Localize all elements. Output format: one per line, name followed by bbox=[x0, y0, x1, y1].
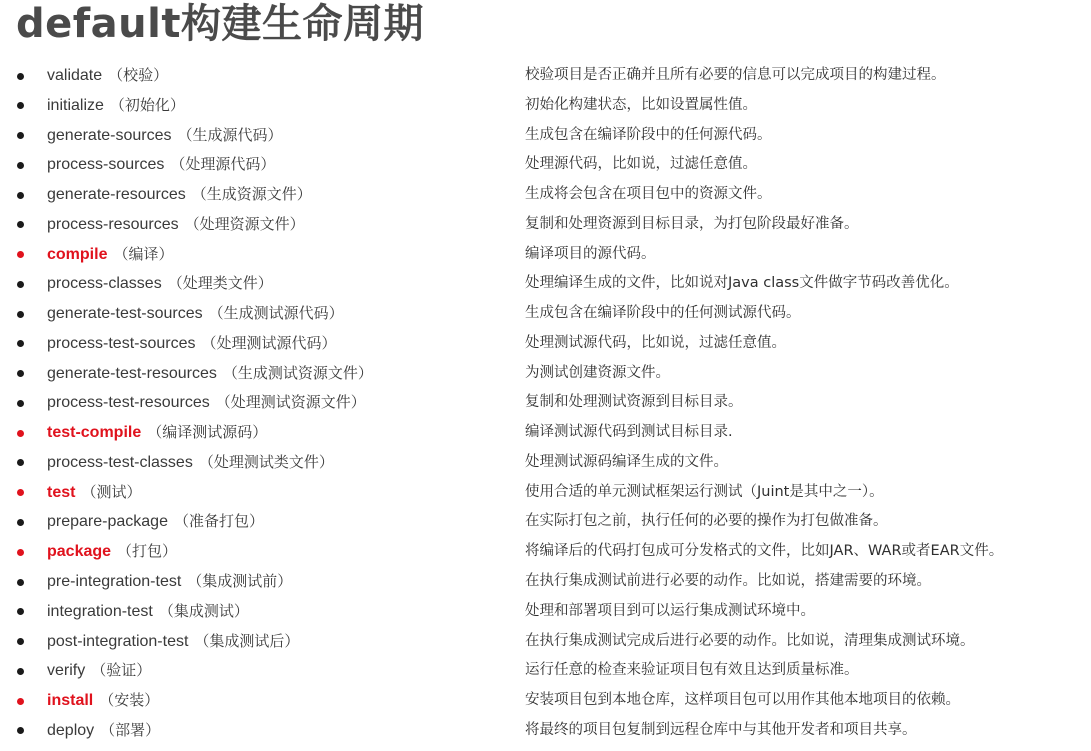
phase-name bbox=[47, 388, 366, 418]
bullet-icon bbox=[17, 608, 24, 615]
phase-name bbox=[47, 359, 373, 389]
phase-description: 使用合适的单元测试框架运行测试（Juint是其中之一）。 bbox=[525, 483, 884, 500]
list-item-process-resources bbox=[0, 210, 1091, 240]
phase-description: 生成将会包含在项目包中的资源文件。 bbox=[525, 186, 772, 203]
bullet-icon bbox=[17, 311, 24, 318]
phase-description: 初始化构建状态，比如设置属性值。 bbox=[525, 96, 757, 113]
list-item-install bbox=[0, 686, 1091, 716]
bullet-icon bbox=[17, 489, 24, 496]
list-item-process-classes bbox=[0, 269, 1091, 299]
phase-name-label: generate-test-resources bbox=[47, 364, 217, 382]
phase-description: 处理源代码，比如说，过滤任意值。 bbox=[525, 156, 757, 173]
phase-name-chinese: （生成测试资源文件） bbox=[222, 364, 373, 382]
list-item-prepare-package bbox=[0, 507, 1091, 537]
phase-name bbox=[47, 597, 249, 627]
bullet-icon bbox=[17, 519, 24, 526]
list-item-process-test-sources bbox=[0, 329, 1091, 359]
lifecycle-phase-list bbox=[0, 61, 1091, 746]
list-item-test bbox=[0, 478, 1091, 508]
phase-name bbox=[47, 537, 177, 567]
list-item-generate-test-resources bbox=[0, 359, 1091, 389]
phase-name-chinese: （集成测试） bbox=[158, 602, 249, 620]
bullet-icon bbox=[17, 668, 24, 675]
bullet-icon bbox=[17, 400, 24, 407]
list-item-process-test-resources bbox=[0, 388, 1091, 418]
list-item-post-integration-test bbox=[0, 627, 1091, 657]
phase-name-chinese: （集成测试前） bbox=[187, 573, 293, 591]
phase-description: 编译项目的源代码。 bbox=[525, 245, 656, 262]
phase-name bbox=[47, 240, 173, 270]
bullet-icon bbox=[17, 221, 24, 228]
phase-name-label: process-classes bbox=[47, 275, 162, 293]
bullet-icon bbox=[17, 430, 24, 437]
phase-name bbox=[47, 299, 344, 329]
phase-name-label: generate-sources bbox=[47, 126, 172, 144]
phase-description: 安装项目包到本地仓库，这样项目包可以用作其他本地项目的依赖。 bbox=[525, 692, 960, 709]
phase-name bbox=[47, 478, 141, 508]
list-item-deploy bbox=[0, 716, 1091, 746]
phase-name-label: process-test-sources bbox=[47, 334, 196, 352]
phase-name-chinese: （处理资源文件） bbox=[184, 215, 305, 233]
phase-name bbox=[47, 567, 292, 597]
bullet-icon bbox=[17, 638, 24, 645]
phase-name-chinese: （打包） bbox=[117, 543, 178, 561]
phase-name bbox=[47, 329, 337, 359]
bullet-icon bbox=[17, 340, 24, 347]
phase-name bbox=[47, 91, 185, 121]
phase-name bbox=[47, 686, 159, 716]
phase-name-label: package bbox=[47, 543, 112, 561]
page-title: default构建生命周期 bbox=[16, 1, 424, 47]
phase-name-chinese: （校验） bbox=[108, 67, 169, 84]
bullet-icon bbox=[17, 132, 24, 139]
phase-description: 运行任意的检查来验证项目包有效且达到质量标准。 bbox=[525, 662, 859, 679]
phase-name-label: test bbox=[47, 483, 76, 501]
phase-name bbox=[47, 418, 267, 448]
phase-description: 复制和处理资源到目标目录，为打包阶段最好准备。 bbox=[525, 215, 859, 232]
phase-name bbox=[47, 61, 168, 91]
bullet-icon bbox=[17, 162, 24, 169]
bullet-icon bbox=[17, 251, 24, 258]
phase-name-chinese: （处理源代码） bbox=[170, 156, 276, 174]
list-item-validate bbox=[0, 61, 1091, 91]
phase-name bbox=[47, 150, 275, 180]
phase-name bbox=[47, 507, 264, 537]
phase-description: 生成包含在编译阶段中的任何测试源代码。 bbox=[525, 305, 801, 322]
phase-name-chinese: （生成测试源代码） bbox=[208, 305, 344, 323]
bullet-icon bbox=[17, 102, 24, 109]
phase-name-label: initialize bbox=[47, 96, 104, 114]
phase-name-label: process-sources bbox=[47, 156, 165, 174]
phase-description: 在实际打包之前，执行任何的必要的操作为打包做准备。 bbox=[525, 513, 888, 530]
list-item-generate-resources bbox=[0, 180, 1091, 210]
phase-name-label: generate-test-sources bbox=[47, 305, 203, 323]
bullet-icon bbox=[17, 727, 24, 734]
phase-name bbox=[47, 210, 305, 240]
phase-name-label: post-integration-test bbox=[47, 632, 189, 650]
list-item-generate-sources bbox=[0, 121, 1091, 151]
phase-name-label: generate-resources bbox=[47, 186, 186, 204]
phase-name-chinese: （初始化） bbox=[109, 96, 185, 114]
list-item-process-test-classes bbox=[0, 448, 1091, 478]
phase-description: 为测试创建资源文件。 bbox=[525, 364, 670, 381]
phase-name-label: validate bbox=[47, 67, 103, 84]
phase-name-label: deploy bbox=[47, 721, 95, 739]
phase-description: 生成包含在编译阶段中的任何源代码。 bbox=[525, 126, 772, 143]
phase-name-chinese: （编译测试源码） bbox=[147, 424, 268, 442]
bullet-icon bbox=[17, 281, 24, 288]
phase-name-chinese: （验证） bbox=[91, 662, 152, 680]
phase-name-chinese: （集成测试后） bbox=[194, 632, 300, 650]
phase-name-chinese: （测试） bbox=[81, 483, 142, 501]
bullet-icon bbox=[17, 370, 24, 377]
bullet-icon bbox=[17, 549, 24, 556]
phase-description: 将最终的项目包复制到远程仓库中与其他开发者和项目共享。 bbox=[525, 721, 917, 738]
phase-name bbox=[47, 180, 312, 210]
phase-name-chinese: （处理测试资源文件） bbox=[215, 394, 366, 412]
bullet-icon bbox=[17, 73, 24, 80]
phase-name-label: process-resources bbox=[47, 215, 179, 233]
phase-description: 处理测试源代码，比如说，过滤任意值。 bbox=[525, 334, 786, 351]
phase-name bbox=[47, 716, 160, 746]
phase-name-chinese: （准备打包） bbox=[173, 513, 264, 531]
phase-name-label: verify bbox=[47, 662, 86, 680]
list-item-compile bbox=[0, 240, 1091, 270]
phase-description: 编译测试源代码到测试目标目录. bbox=[525, 424, 733, 441]
phase-name bbox=[47, 121, 283, 151]
bullet-icon bbox=[17, 579, 24, 586]
list-item-initialize bbox=[0, 91, 1091, 121]
phase-name-chinese: （安装） bbox=[99, 692, 160, 710]
phase-name-label: test-compile bbox=[47, 424, 142, 442]
phase-name-chinese: （生成资源文件） bbox=[191, 186, 312, 204]
phase-description: 在执行集成测试完成后进行必要的动作。比如说，清理集成测试环境。 bbox=[525, 632, 975, 649]
bullet-icon bbox=[17, 459, 24, 466]
list-item-integration-test bbox=[0, 597, 1091, 627]
bullet-icon bbox=[17, 698, 24, 705]
phase-name-chinese: （处理测试源代码） bbox=[201, 334, 337, 352]
list-item-generate-test-sources bbox=[0, 299, 1091, 329]
phase-name bbox=[47, 269, 273, 299]
phase-name-label: process-test-resources bbox=[47, 394, 210, 412]
phase-description: 复制和处理测试资源到目标目录。 bbox=[525, 394, 743, 411]
phase-description: 在执行集成测试前进行必要的动作。比如说，搭建需要的环境。 bbox=[525, 573, 931, 590]
phase-name-chinese: （生成源代码） bbox=[177, 126, 283, 144]
phase-name-chinese: （处理类文件） bbox=[167, 275, 273, 293]
phase-name-chinese: （处理测试类文件） bbox=[198, 453, 334, 471]
phase-description: 处理测试源码编译生成的文件。 bbox=[525, 453, 728, 470]
list-item-process-sources bbox=[0, 150, 1091, 180]
phase-name bbox=[47, 656, 151, 686]
phase-description: 校验项目是否正确并且所有必要的信息可以完成项目的构建过程。 bbox=[525, 67, 946, 83]
phase-name-label: process-test-classes bbox=[47, 453, 193, 471]
phase-name-label: integration-test bbox=[47, 602, 153, 620]
phase-name-label: install bbox=[47, 692, 94, 710]
phase-description: 处理和部署项目到可以运行集成测试环境中。 bbox=[525, 602, 815, 619]
phase-name bbox=[47, 448, 334, 478]
phase-name-label: pre-integration-test bbox=[47, 573, 182, 591]
phase-name-chinese: （编译） bbox=[113, 245, 174, 263]
list-item-verify bbox=[0, 656, 1091, 686]
list-item-package bbox=[0, 537, 1091, 567]
phase-name bbox=[47, 627, 299, 657]
phase-description: 将编译后的代码打包成可分发格式的文件，比如JAR、WAR或者EAR文件。 bbox=[525, 543, 1004, 560]
phase-description: 处理编译生成的文件，比如说对Java class文件做字节码改善优化。 bbox=[525, 275, 959, 292]
phase-name-chinese: （部署） bbox=[100, 721, 161, 739]
list-item-test-compile bbox=[0, 418, 1091, 448]
bullet-icon bbox=[17, 192, 24, 199]
phase-name-label: compile bbox=[47, 245, 108, 263]
phase-name-label: prepare-package bbox=[47, 513, 168, 531]
list-item-pre-integration-test bbox=[0, 567, 1091, 597]
